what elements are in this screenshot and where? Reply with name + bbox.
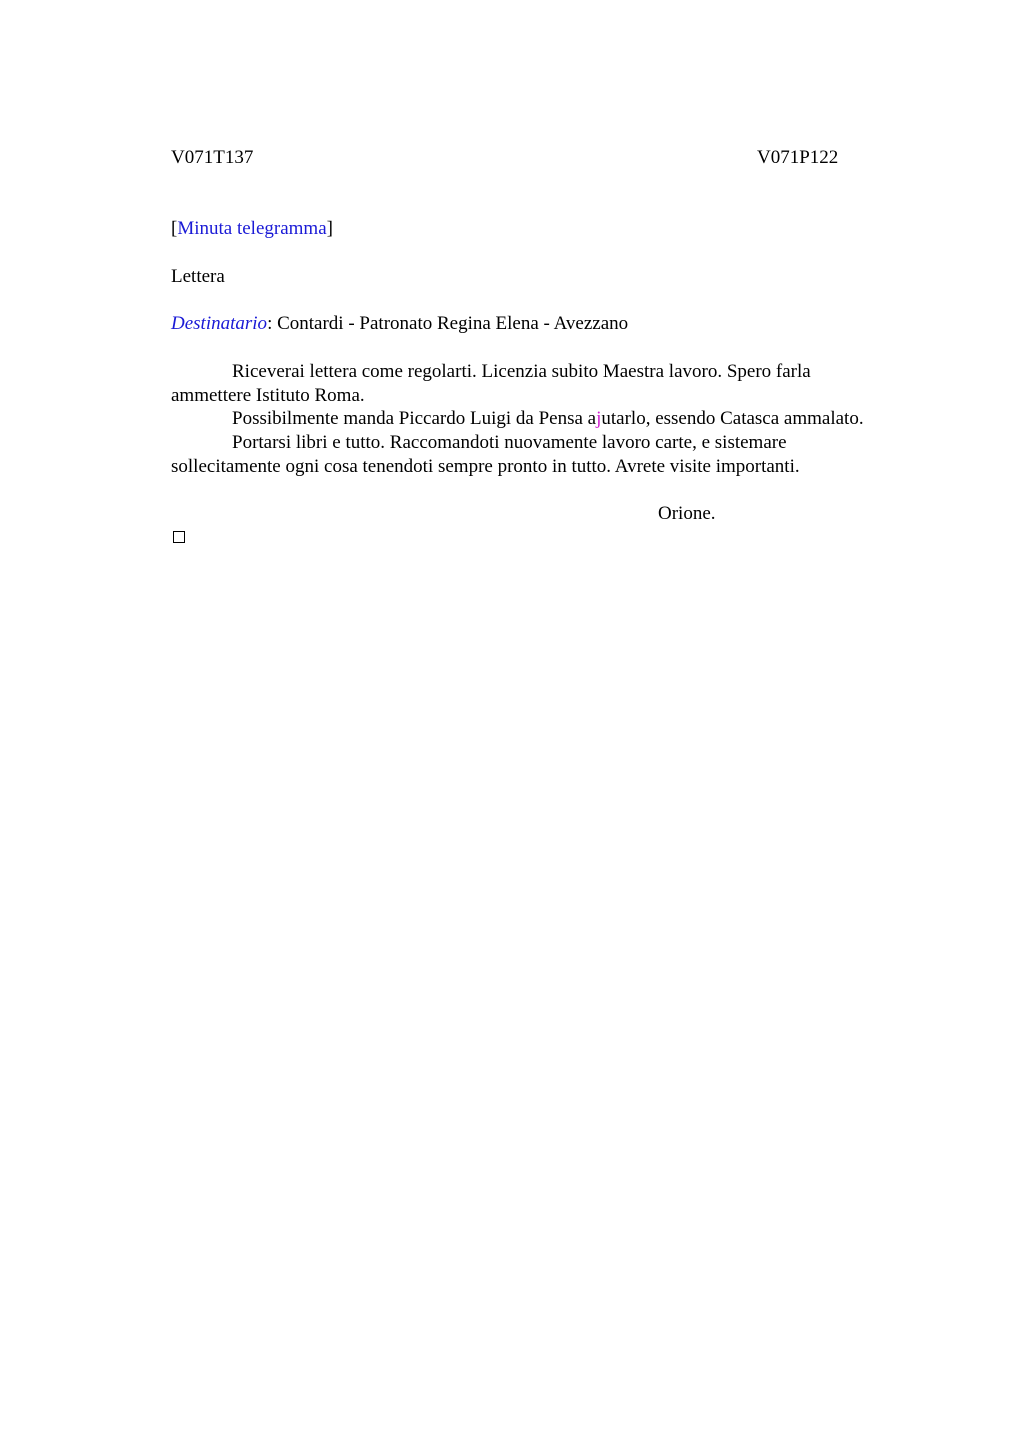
body-paragraph-3-line-1: Portarsi libri e tutto. Raccomandoti nuovamente lavoro carte, e sistemare [232,432,787,453]
close-bracket: ] [326,218,333,239]
highlighted-letter: j [596,408,602,429]
body-paragraph-3-line-2: sollecitamente ogni cosa tenendoti sempre pronto in tutto. Avrete visite importanti. [171,456,800,477]
checkbox-square-icon [173,531,185,543]
recipient-value: Contardi - Patronato Regina Elena - Avezzano [272,313,629,334]
document-type-label: Minuta telegramma [177,218,327,239]
body-paragraph-2-end: utarlo, essendo Catasca ammalato. [601,408,864,429]
header-left-code: V071T137 [171,147,254,168]
body-paragraph-1-line-2: ammettere Istituto Roma. [171,385,365,406]
open-bracket: [ [171,218,178,239]
document-type [171,217,333,241]
header-right-code: V071P122 [757,147,839,168]
signature: Orione. [658,503,716,524]
body-paragraph-2-start: Possibilmente manda Piccardo Luigi da Pensa a [232,408,597,429]
genre-label: Lettera [171,266,225,287]
body-paragraph-1-line-1: Riceverai lettera come regolarti. Licenzia subito Maestra lavoro. Spero farla [232,361,811,382]
recipient-separator: : [267,313,273,334]
recipient-label: Destinatario [171,313,268,334]
body-paragraph-2 [232,407,864,431]
recipient-line [171,312,628,336]
